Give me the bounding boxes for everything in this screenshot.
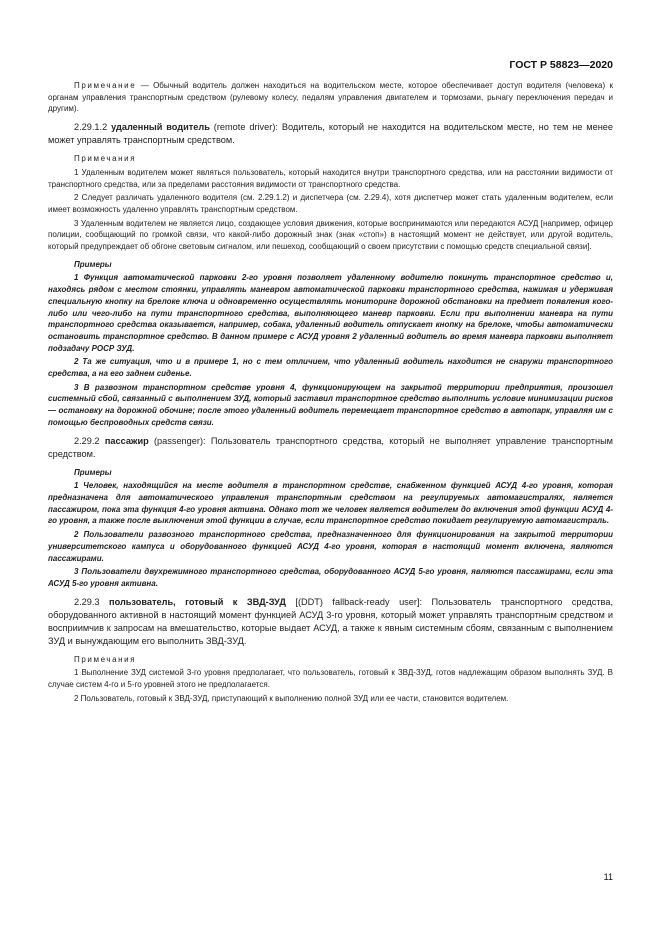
note-item: 3 Удаленным водителем не является лицо, создающее условия движения, которые воспринимаются или передаются АСУД [например, офицер полиции, сообщающий по громкой связи, что какой-либо дорожный знак (знак «стоп») в настоящий момент не действует, или другой водитель, который предупреждает об обгоне световым сигналом, или пешеход, сообщающий о своем присутствии с помощью средств специальной связи]. (48, 218, 613, 252)
term: пользователь, готовый к ЗВД-ЗУД (109, 596, 286, 607)
example-item: 1 Функция автоматической парковки 2-го уровня позволяет удаленному водителю покинуть транспортное средство и, находясь рядом с местом стоянки, управлять маневром автоматической парковки транспортного средства, нажимая и удерживая специальную кнопку на брелоке ключа и одновременно осуществлять мониторинг дорожной обстановки на предмет появления кого-либо или чего-либо на пути транспортного средства, выполняющего маневр парковки. Если при выполнении маневра на пути транспортного средства оказывается, например, собака, удаленный водитель отпускает кнопку на брелоке, чтобы автоматически остановить транспортное средство. В данном примере с АСУД уровня 2 удаленный водитель во время маневра парковки выполняет подзадачу РОСР ЗУД. (48, 273, 613, 353)
definition-passenger (48, 435, 613, 461)
page-number: 11 (603, 872, 613, 882)
note-text: — Обычный водитель должен находиться на водительском месте, которое обеспечивает доступ водителя (человека) к органам управления транспортным средством (рулевому колесу, педалям управления двигателем и тормозами, рычагу переключения передач и другим). (48, 81, 613, 114)
clause-number: 2.29.1.2 (74, 122, 112, 133)
term: пассажир (104, 435, 149, 446)
definition-text: (passenger): Пользователь транспортного средства, который не выполняет управление транспортным средством. (48, 435, 613, 459)
examples-heading: Примеры (74, 467, 112, 477)
page-content (48, 80, 613, 704)
note-item: 2 Пользователь, готовый к ЗВД-ЗУД, приступающий к выполнению полной ЗУД или ее части, становится водителем. (74, 693, 509, 703)
definition-text: [(DDT) fallback-ready user]: Пользователь транспортного средства, оборудованного активной в настоящий момент функцией АСУД 3-го уровня, который может управлять транспортным средством и восприимчив к запросам на вмешательство, которые выдает АСУД, а также к явным системным сбоям, связанным с выполнением ЗУД и вынуждающим его выполнить ЗВД-ЗУД. (48, 596, 613, 646)
note-intro (48, 80, 613, 115)
examples-heading: Примеры (74, 259, 112, 269)
example-item: 2 Та же ситуация, что и в примере 1, но с тем отличием, что удаленный водитель находится не снаружи транспортного средства, а на его заднем сиденье. (48, 357, 613, 379)
note-item: 1 Выполнение ЗУД системой 3-го уровня предполагает, что пользователь, готовый к ЗВД-ЗУД, готов надлежащим образом выполнять ЗУД. В случае систем 4-го и 5-го уровней этого не предполагается. (48, 668, 613, 690)
clause-number: 2.29.2 (74, 435, 105, 446)
definition-fallback-ready-user (48, 596, 613, 648)
definition-text: (remote driver): Водитель, который не находится на водительском месте, но тем не менее может управлять транспортным средством. (48, 122, 614, 146)
doc-code-header: ГОСТ Р 58823—2020 (509, 59, 613, 71)
example-item: 3 Пользователи двухрежимного транспортного средства, оборудованного АСУД 5-го уровня, являются пассажирами, если эта АСУД 5-го уровня активна. (48, 567, 613, 588)
term: удаленный водитель (111, 122, 210, 133)
note-label: Примечание (74, 81, 137, 90)
example-item: 3 В развозном транспортном средстве уровня 4, функционирующем на закрытой территории предприятия, произошел системный сбой, связанный с выполнением ЗУД, который заставил транспортное средство выполнить условие минимизации рисков — остановку на дорожной обочине; после этого удаленный водитель перемещает транспортное средство в автопарк, управляя им с помощью беспроводных средств связи. (48, 382, 613, 427)
definition-remote-driver (48, 121, 613, 147)
notes-heading: Примечания (74, 654, 137, 664)
note-item: 2 Следует различать удаленного водителя (см. 2.29.1.2) и диспетчера (см. 2.29.4), хотя диспетчер может стать удаленным водителем, если имеет возможность удаленно управлять транспортным средством. (48, 193, 613, 214)
example-item: 2 Пользователи развозного транспортного средства, предназначенного для функционирования на закрытой территории университетского кампуса и оборудованного функцией АСУД 4-го уровня, которая в настоящий момент включена, являются пассажирами. (48, 530, 613, 563)
notes-heading: Примечания (74, 154, 137, 164)
note-item: 1 Удаленным водителем может являться пользователь, который находится внутри транспортного средства, или на расстоянии видимости от транспортного средства, или за пределами расстояния видимости от транспортного средства. (48, 167, 613, 189)
clause-number: 2.29.3 (74, 596, 110, 607)
example-item: 1 Человек, находящийся на месте водителя в транспортном средстве, снабженном функцией АСУД 4-го уровня, которая предназначена для автоматического управления транспортным средством на регулируемых автомагистралях, является пассажиром, пока эта функция 4-го уровня активна. Однако тот же человек является водителем до включения этой функции АСУД 4-го уровня, а также после выключения этой функции в случае, если транспортное средство покидает регулируемую автомагистраль. (48, 481, 613, 526)
